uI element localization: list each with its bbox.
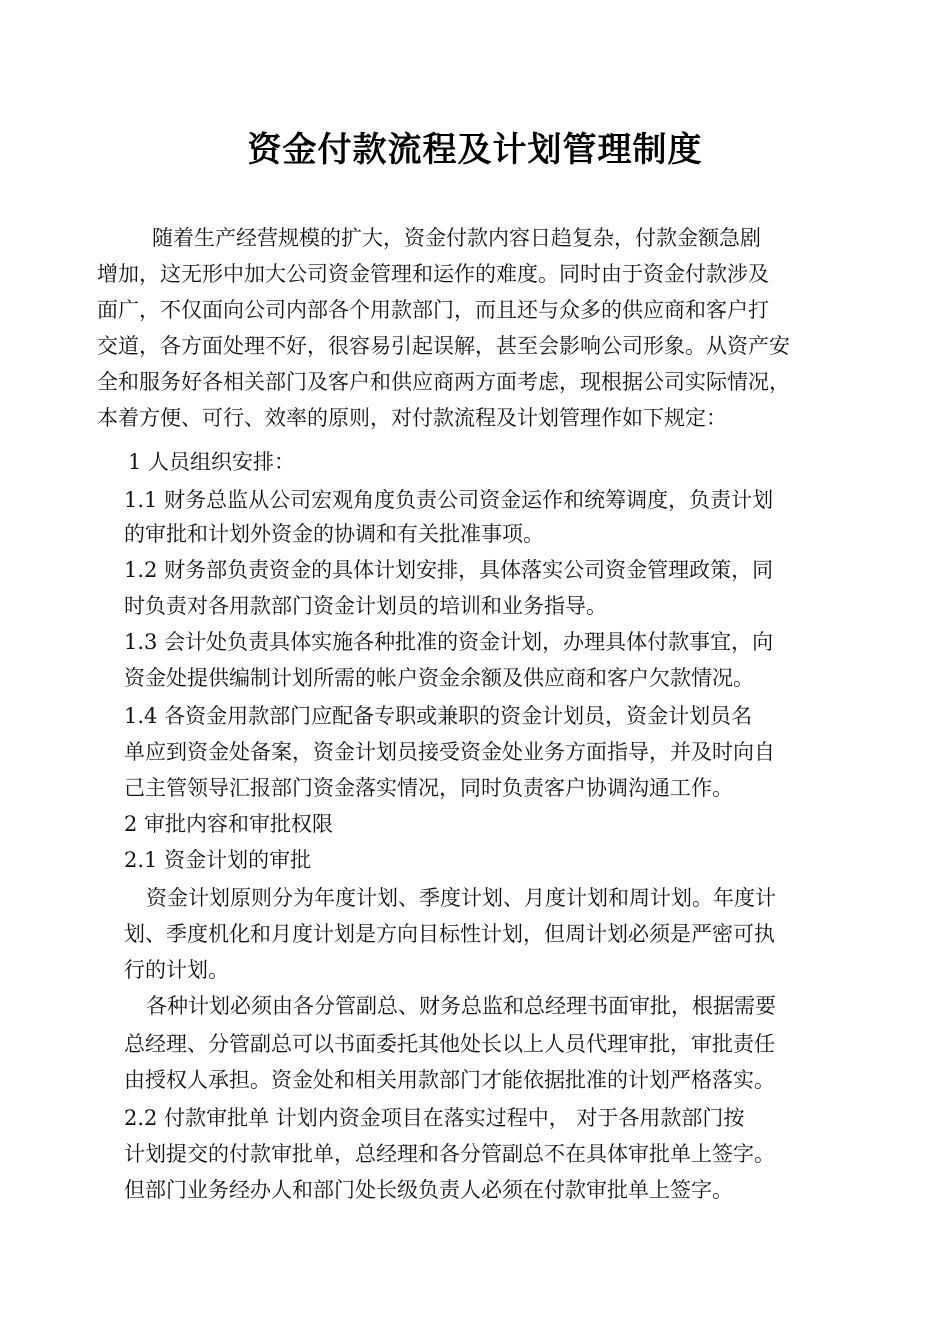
subsection-2-1-heading: 2.1 资金计划的审批 (124, 848, 312, 872)
intro-line: 交道，各方面处理不好，很容易引起误解，甚至会影响公司形象。从资产安 (97, 334, 790, 358)
para-2-1-b-line: 由授权人承担。资金处和相关用款部门才能依据批准的计划严格落实。 (124, 1068, 775, 1092)
para-2-1-b-line: 总经理、分管副总可以书面委托其他处长以上人员代理审批，审批责任 (124, 1032, 775, 1056)
para-2-1-a-line: 行的计划。 (124, 958, 229, 982)
intro-line: 随着生产经营规模的扩大，资金付款内容日趋复杂，付款金额急剧 (152, 226, 761, 250)
item-1-2-line: 1.2 财务部负责资金的具体计划安排，具体落实公司资金管理政策，同 (124, 558, 774, 582)
para-2-1-a-line: 划、季度机化和月度计划是方向目标性计划，但周计划必须是严密可执 (124, 922, 775, 946)
para-2-1-b-line: 各种计划必须由各分管副总、财务总监和总经理书面审批，根据需要 (146, 994, 776, 1018)
intro-line: 增加，这无形中加大公司资金管理和运作的难度。同时由于资金付款涉及 (97, 262, 769, 286)
para-2-1-a-line: 资金计划原则分为年度计划、季度计划、月度计划和周计划。年度计 (146, 886, 776, 910)
item-1-3-line: 1.3 会计处负责具体实施各种批准的资金计划，办理具体付款事宜，向 (124, 630, 774, 654)
item-1-1-line: 1.1 财务总监从公司宏观角度负责公司资金运作和统筹调度，负责计划 (124, 488, 774, 512)
intro-line: 全和服务好各相关部门及客户和供应商两方面考虑，现根据公司实际情况， (97, 370, 790, 394)
document-title: 资金付款流程及计划管理制度 (247, 130, 703, 170)
item-1-2-line: 时负责对各用款部门资金计划员的培训和业务指导。 (124, 594, 607, 618)
section-2-heading: 2 审批内容和审批权限 (124, 812, 334, 836)
item-1-4-line: 己主管领导汇报部门资金落实情况，同时负责客户协调沟通工作。 (124, 776, 733, 800)
item-1-1-line: 的审批和计划外资金的协调和有关批准事项。 (124, 522, 544, 546)
subsection-2-2-line: 计划提交的付款审批单，总经理和各分管副总不在具体审批单上签字。 (124, 1142, 775, 1166)
item-1-3-line: 资金处提供编制计划所需的帐户资金余额及供应商和客户欠款情况。 (124, 666, 754, 690)
intro-line: 面广，不仅面向公司内部各个用款部门，而且还与众多的供应商和客户打 (97, 298, 769, 322)
intro-line: 本着方便、可行、效率的原则，对付款流程及计划管理作如下规定： (97, 406, 727, 430)
item-1-4-line: 单应到资金处备案，资金计划员接受资金处业务方面指导，并及时向自 (124, 740, 775, 764)
section-1-heading: 1 人员组织安排： (128, 450, 296, 474)
subsection-2-2-line: 2.2 付款审批单 计划内资金项目在落实过程中， 对于各用款部门按 (124, 1106, 745, 1130)
subsection-2-2-line: 但部门业务经办人和部门处长级负责人必须在付款审批单上签字。 (124, 1178, 733, 1202)
item-1-4-line: 1.4 各资金用款部门应配备专职或兼职的资金计划员，资金计划员名 (124, 704, 753, 728)
